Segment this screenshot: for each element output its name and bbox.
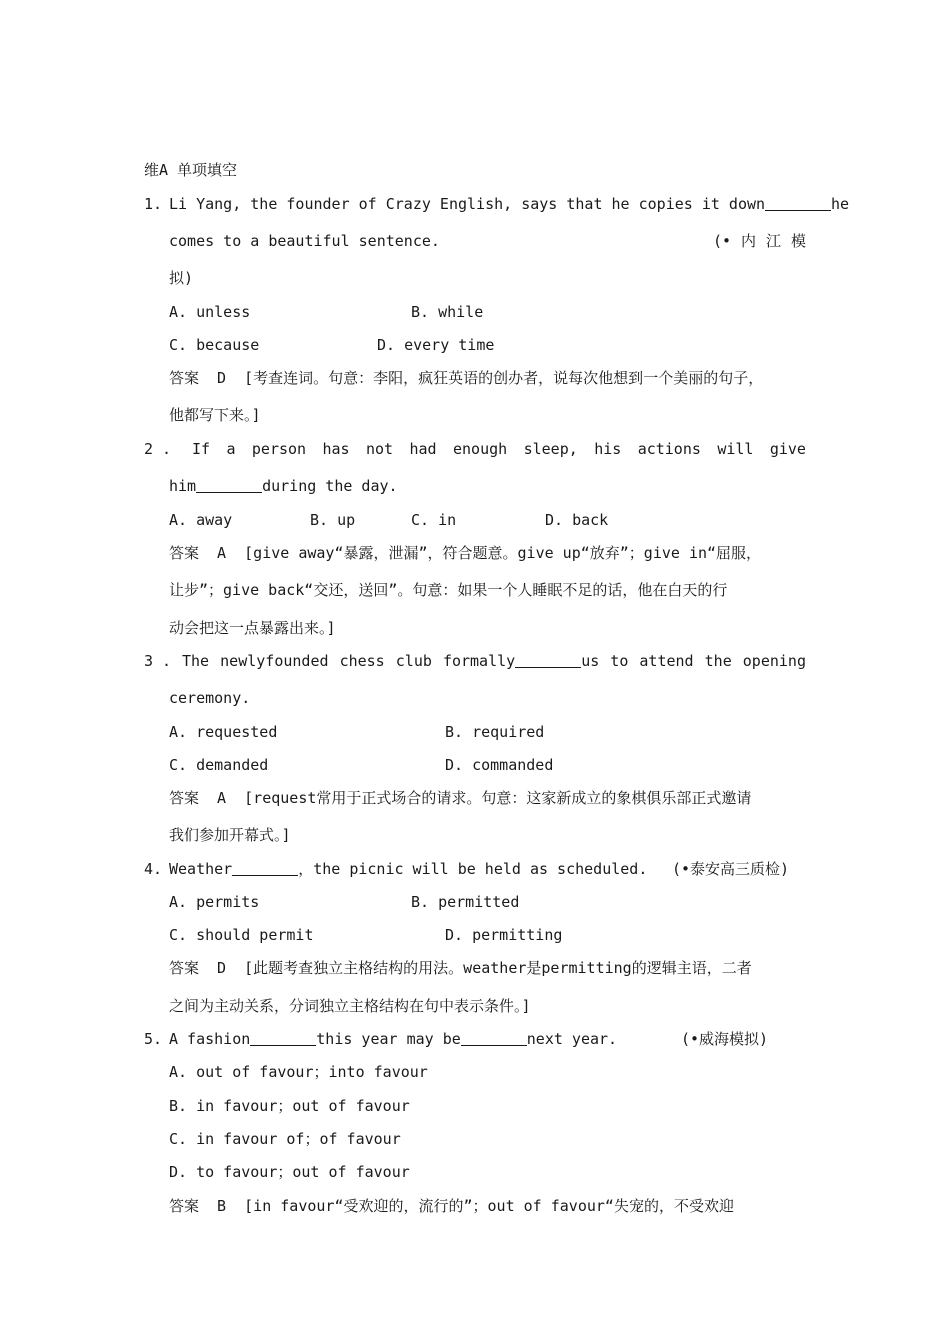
q5-text-c: next year.: [526, 1030, 618, 1048]
q3-word: newlyfounded: [220, 652, 329, 670]
q2-option-c: C. in: [411, 511, 457, 529]
q2-text-b: during the day.: [262, 477, 398, 495]
q2-word: will: [717, 440, 754, 458]
q2-word: actions: [637, 440, 701, 458]
q1-source: [713, 231, 806, 251]
q4-option-a: A. permits: [169, 893, 260, 911]
q1-source-part: 江: [765, 232, 781, 250]
q3-answer-line2: 我们参加开幕式。]: [169, 826, 291, 844]
q3-word: chess: [339, 652, 385, 670]
q2-word: give: [769, 440, 806, 458]
q2-blank: [196, 477, 262, 493]
q1-source-part: 内: [741, 232, 757, 250]
q2-word: If: [192, 440, 211, 458]
q2-text-a: him: [169, 477, 197, 495]
q3-blank: [515, 652, 581, 668]
q2-word: has: [322, 440, 350, 458]
q3-stem-line1: [182, 651, 806, 671]
q1-blank: [765, 195, 831, 211]
q5-source: (•威海模拟): [681, 1030, 769, 1048]
q1-answer-line1: 答案 D [考查连词。句意：李阳，疯狂英语的创办者，说每次他想到一个美丽的句子，: [169, 369, 764, 387]
q2-option-a: A. away: [169, 511, 233, 529]
q4-answer-line1: 答案 D [此题考查独立主格结构的用法。weather是permitting的逻辑主语，二者: [169, 959, 752, 977]
q1-stem-line1: [169, 194, 849, 214]
q1-text-a: Li Yang, the founder of Crazy English, says that he copies it down: [169, 195, 766, 213]
q1-option-b: B. while: [411, 303, 484, 321]
q3-answer-line1: 答案 A [request常用于正式场合的请求。句意：这家新成立的象棋俱乐部正式邀请: [169, 789, 752, 807]
q1-stem-line2: comes to a beautiful sentence.: [169, 232, 440, 250]
q2-number: 2 .: [144, 440, 172, 458]
q4-option-d: D. permitting: [445, 926, 563, 944]
q3-word: attend: [639, 652, 694, 670]
q3-word: opening: [742, 652, 806, 670]
q1-option-d: D. every time: [377, 336, 495, 354]
q3-word: the: [704, 652, 732, 670]
q5-stem-line1: [169, 1029, 617, 1049]
q2-word: a: [226, 440, 236, 458]
q3-stem-line2: ceremony.: [169, 689, 251, 707]
q2-word: enough: [453, 440, 508, 458]
q3-word: The: [182, 652, 210, 670]
q5-option-d: D. to favour；out of favour: [169, 1163, 410, 1181]
q3-word-with-blank: [443, 651, 599, 671]
q2-word: not: [366, 440, 394, 458]
q5-answer-line1: 答案 B [in favour“受欢迎的，流行的”；out of favour“失宠的，不受欢迎: [169, 1197, 734, 1215]
q1-number: 1.: [144, 195, 163, 213]
q4-option-b: B. permitted: [411, 893, 520, 911]
q3-word: club: [395, 652, 432, 670]
q5-blank-1: [250, 1030, 316, 1046]
q4-text-b: ，the picnic will be held as scheduled.: [298, 860, 648, 878]
q3-word: formally: [442, 652, 516, 670]
q2-stem-line2: [169, 476, 398, 496]
q1-source-cont: 拟): [169, 269, 194, 287]
q5-option-b: B. in favour；out of favour: [169, 1097, 410, 1115]
q5-option-a: A. out of favour；into favour: [169, 1063, 428, 1081]
q2-stem-line1: [192, 439, 806, 459]
q4-text-a: Weather: [169, 860, 233, 878]
q2-answer-line2: 让步”；give back“交还，送回”。句意：如果一个人睡眠不足的话，他在白天的行: [169, 581, 728, 599]
q2-answer-line3: 动会把这一点暴露出来。]: [169, 619, 336, 637]
q4-number: 4.: [144, 860, 163, 878]
q1-option-c: C. because: [169, 336, 260, 354]
q4-stem-line1: [169, 859, 647, 879]
q1-option-a: A. unless: [169, 303, 251, 321]
q2-option-d: D. back: [545, 511, 609, 529]
q1-text-b: he: [831, 195, 850, 213]
q2-word: sleep,: [523, 440, 578, 458]
q3-word: to: [610, 652, 629, 670]
q5-blank-2: [461, 1030, 527, 1046]
q3-option-c: C. demanded: [169, 756, 269, 774]
q4-option-c: C. should permit: [169, 926, 314, 944]
q4-source: (•泰安高三质检): [672, 860, 790, 878]
q3-option-d: D. commanded: [445, 756, 554, 774]
q5-text-b: this year may be: [316, 1030, 461, 1048]
q3-option-b: B. required: [445, 723, 545, 741]
q2-answer-line1: 答案 A [give away“暴露，泄漏”，符合题意。give up“放弃”；give in“屈服，: [169, 544, 762, 562]
q1-answer-line2: 他都写下来。]: [169, 406, 261, 424]
q5-number: 5.: [144, 1030, 163, 1048]
q3-number: 3 .: [144, 652, 172, 670]
q1-source-part: (•: [713, 232, 732, 250]
q5-option-c: C. in favour of；of favour: [169, 1130, 401, 1148]
q4-answer-line2: 之间为主动关系，分词独立主格结构在句中表示条件。]: [169, 997, 531, 1015]
q1-source-part: 模: [790, 232, 806, 250]
q2-option-b: B. up: [310, 511, 356, 529]
q3-option-a: A. requested: [169, 723, 278, 741]
q2-word: had: [409, 440, 437, 458]
section-title: 维A 单项填空: [144, 161, 238, 179]
q2-word: person: [251, 440, 307, 458]
q3-word: us: [581, 652, 600, 670]
q4-blank: [232, 860, 298, 876]
q5-text-a: A fashion: [169, 1030, 251, 1048]
q2-word: his: [594, 440, 622, 458]
